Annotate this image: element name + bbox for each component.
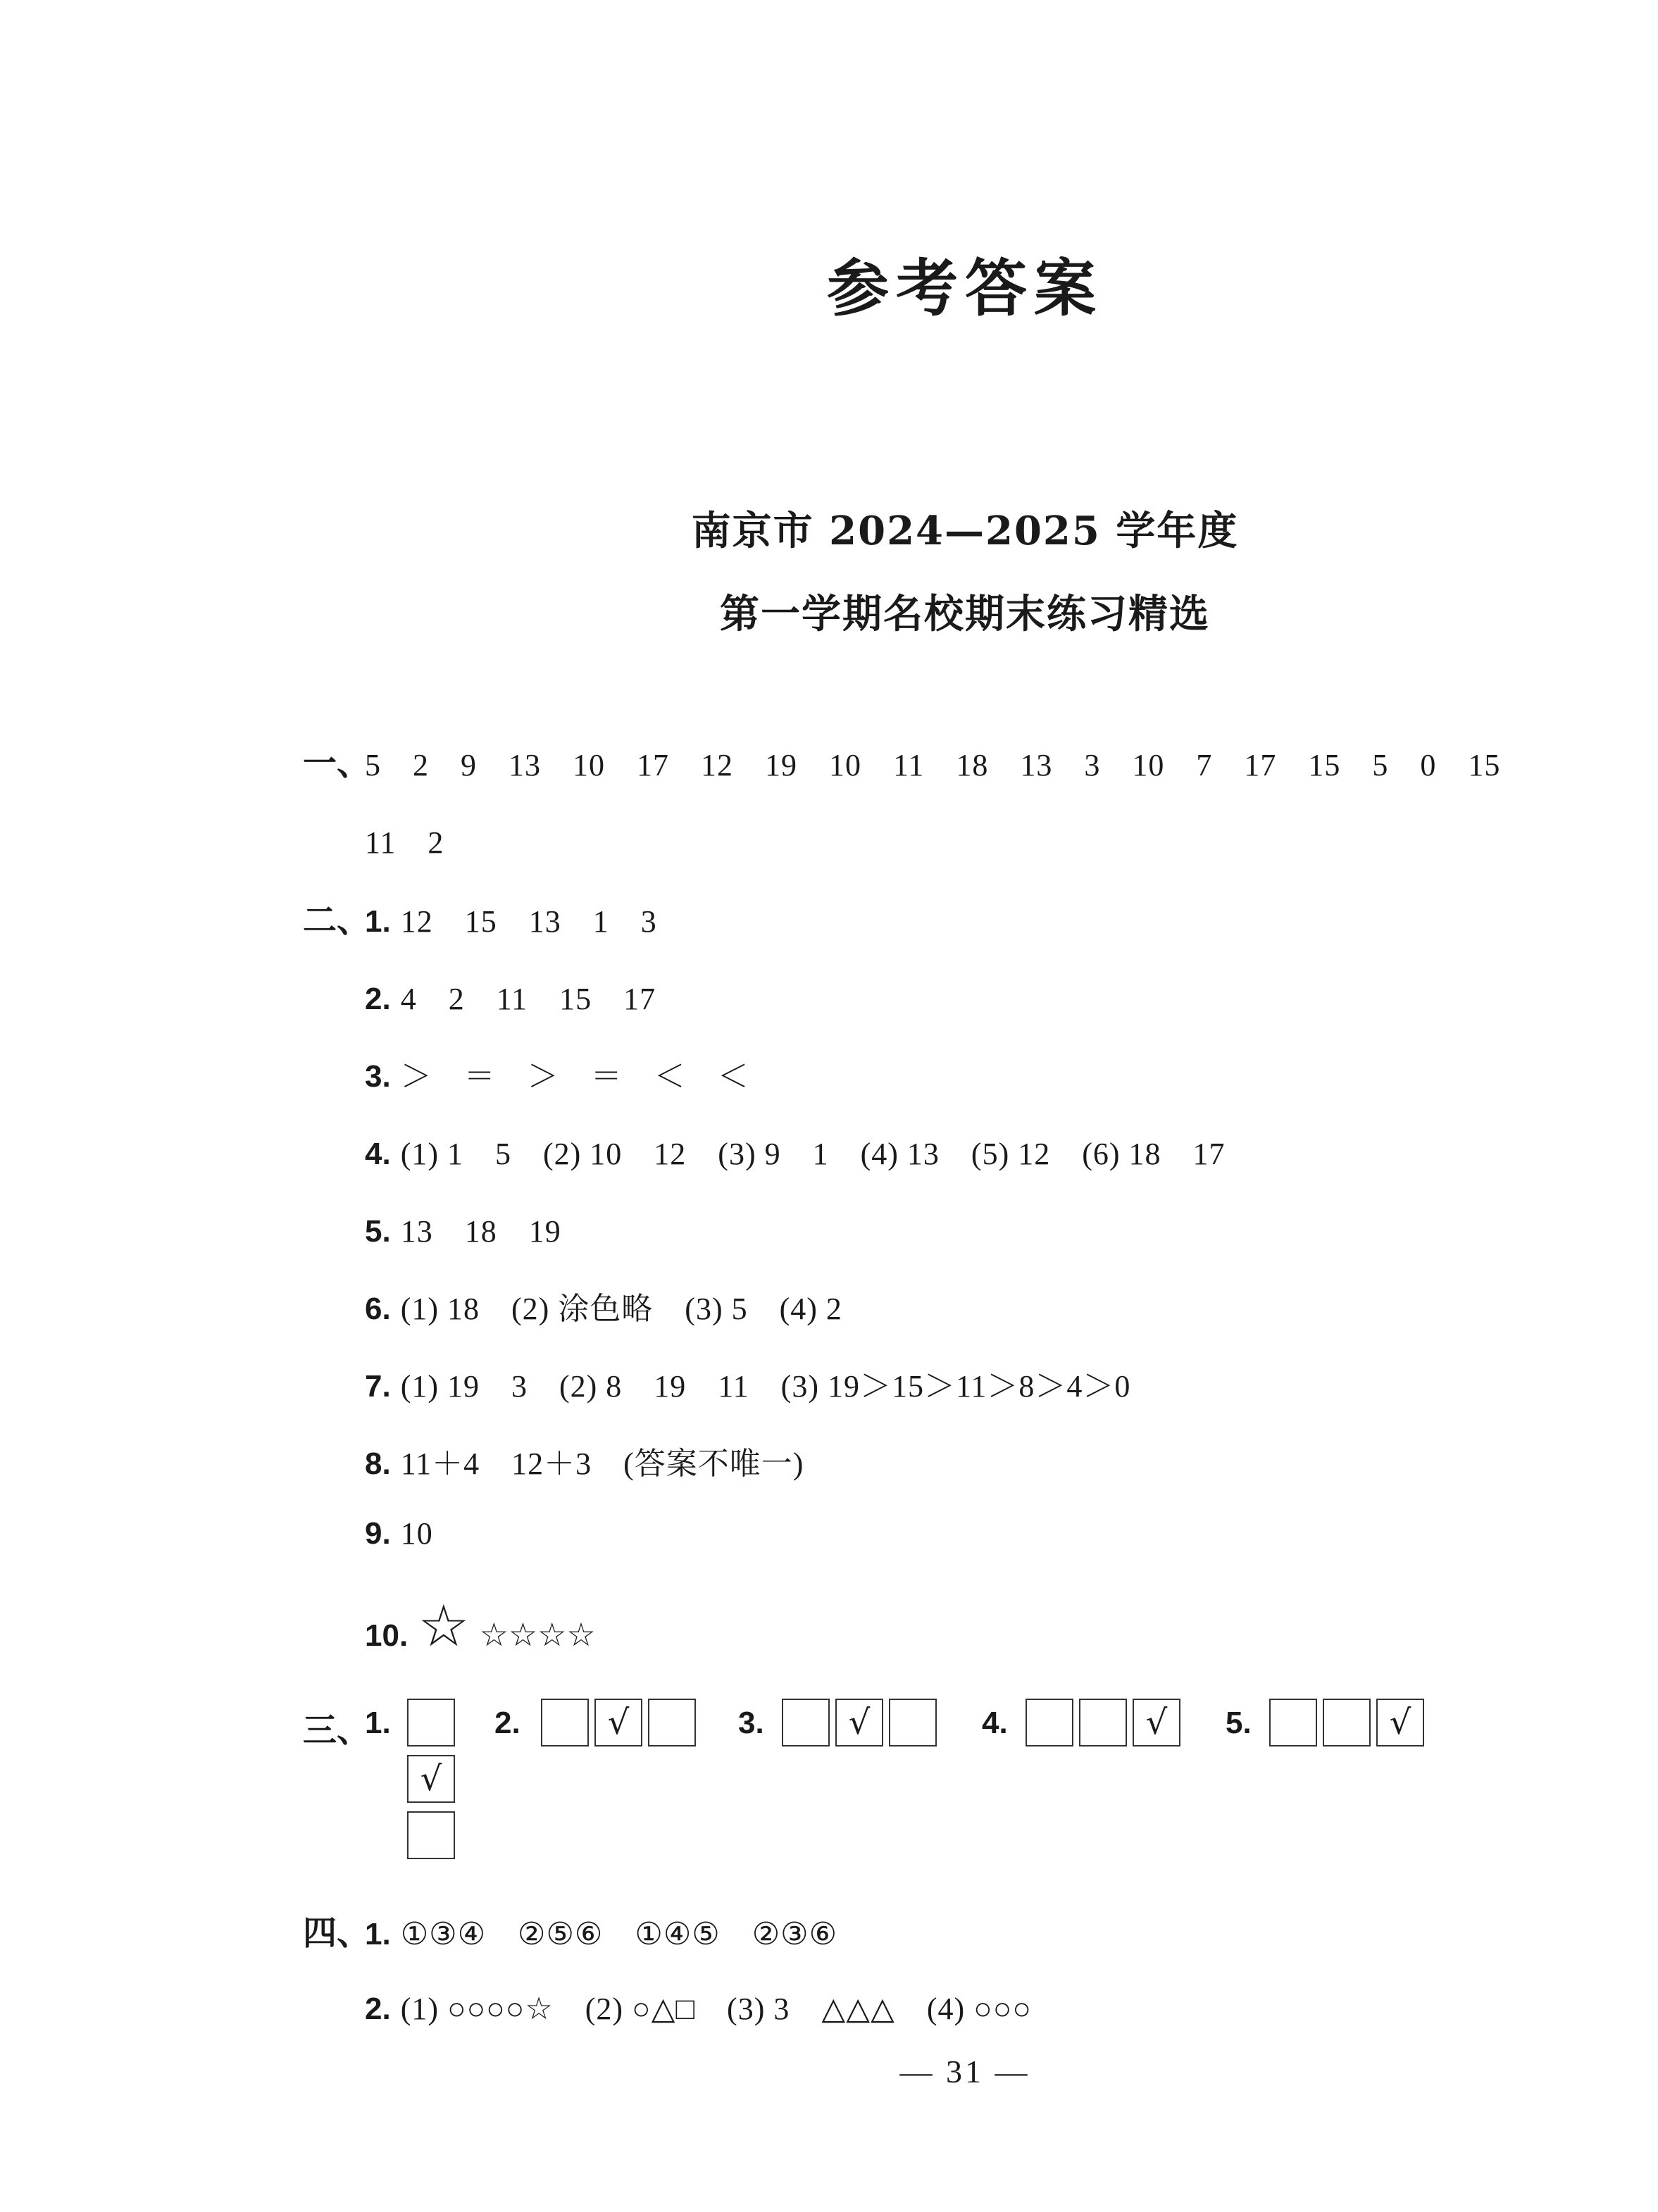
answer-box-checked: √ (594, 1699, 642, 1747)
s2-item-9-text: 10 (400, 1516, 433, 1551)
s2-item-3-num: 3. (365, 1059, 391, 1094)
subtitle-line-2: 第一学期名校期末练习精选 (720, 591, 1210, 637)
s3-item-2-num: 2. (494, 1706, 521, 1740)
s3-item-5-num: 5. (1226, 1706, 1252, 1740)
s2-item-2-text: 4 2 11 15 17 (400, 982, 656, 1016)
answer-box (1269, 1699, 1317, 1747)
s2-item-7 (365, 1361, 1130, 1406)
section-2-label: 二、 (303, 901, 371, 940)
answer-box-checked: √ (1133, 1699, 1180, 1747)
s4-item-2 (365, 1983, 1032, 2028)
s2-item-8-text: 11＋4 12＋3 (答案不唯一) (400, 1446, 804, 1481)
s2-item-2-num: 2. (365, 982, 391, 1016)
s2-item-10 (365, 1593, 596, 1660)
s2-item-9-num: 9. (365, 1516, 391, 1551)
answer-box (407, 1699, 455, 1747)
answer-box-checked: √ (1376, 1699, 1424, 1747)
s2-item-8-num: 8. (365, 1446, 391, 1481)
small-stars-icon: ☆☆☆☆ (479, 1616, 596, 1654)
s2-item-3-text: ＞ ＝ ＞ ＝ ＜ ＜ (400, 1059, 749, 1094)
section-3-label: 三、 (303, 1711, 371, 1750)
page-number: — 31 — (899, 2054, 1030, 2089)
answer-box (648, 1699, 696, 1747)
section-1-line-2: 11 2 (365, 825, 444, 860)
s4-item-1-text: ①③④ ②⑤⑥ ①④⑤ ②③⑥ (400, 1917, 838, 1951)
s2-item-1-text: 12 15 13 1 3 (400, 904, 657, 939)
answer-box-checked: √ (835, 1699, 883, 1747)
s2-item-5 (365, 1206, 561, 1251)
section-1-line-1: 5 2 9 13 10 17 12 19 10 11 18 13 3 10 7 17 15 5 0 15 (365, 748, 1501, 782)
s4-item-2-num: 2. (365, 1992, 391, 2026)
answer-box (1026, 1699, 1073, 1747)
s2-item-6-text: (1) 18 (2) 涂色略 (3) 5 (4) 2 (400, 1292, 842, 1326)
s2-item-9 (365, 1516, 433, 1551)
answer-box (541, 1699, 589, 1747)
answer-box-checked: √ (407, 1755, 455, 1803)
answer-box (889, 1699, 937, 1747)
s4-item-1 (365, 1908, 837, 1954)
s2-item-6-num: 6. (365, 1292, 391, 1326)
s2-item-1-num: 1. (365, 904, 391, 939)
section-4-label: 四、 (303, 1913, 371, 1953)
answer-box (1323, 1699, 1371, 1747)
s2-item-6 (365, 1283, 842, 1328)
s3-item-4-num: 4. (982, 1706, 1008, 1740)
s2-item-8 (365, 1438, 804, 1483)
s2-item-1 (365, 896, 657, 941)
answer-box (407, 1811, 455, 1859)
s4-item-1-num: 1. (365, 1917, 391, 1951)
s2-item-7-text: (1) 19 3 (2) 8 19 11 (3) 19＞15＞11＞8＞4＞0 (400, 1369, 1131, 1404)
s3-item-1-num: 1. (365, 1706, 391, 1740)
page-title: 参考答案 (826, 251, 1103, 325)
s2-item-7-num: 7. (365, 1369, 391, 1404)
section-1-label: 一、 (303, 744, 371, 783)
s3-item-3-num: 3. (738, 1706, 764, 1740)
s2-item-4 (365, 1128, 1226, 1173)
answer-box (1079, 1699, 1127, 1747)
s2-item-4-num: 4. (365, 1137, 391, 1171)
s2-item-5-num: 5. (365, 1214, 391, 1249)
s2-item-2 (365, 973, 656, 1018)
s2-item-5-text: 13 18 19 (400, 1214, 561, 1249)
s4-item-2-text: (1) ○○○○☆ (2) ○△□ (3) 3 △△△ (4) ○○○ (400, 1992, 1032, 2026)
subtitle-line-1: 南京市 2024—2025 学年度 (691, 508, 1239, 554)
s2-item-3 (365, 1051, 749, 1096)
s2-item-10-num: 10. (365, 1618, 409, 1653)
s2-item-4-text: (1) 1 5 (2) 10 12 (3) 9 1 (4) 13 (5) 12 (6) 18 17 (400, 1137, 1226, 1171)
answer-box (782, 1699, 830, 1747)
big-star-icon: ☆ (418, 1593, 470, 1660)
